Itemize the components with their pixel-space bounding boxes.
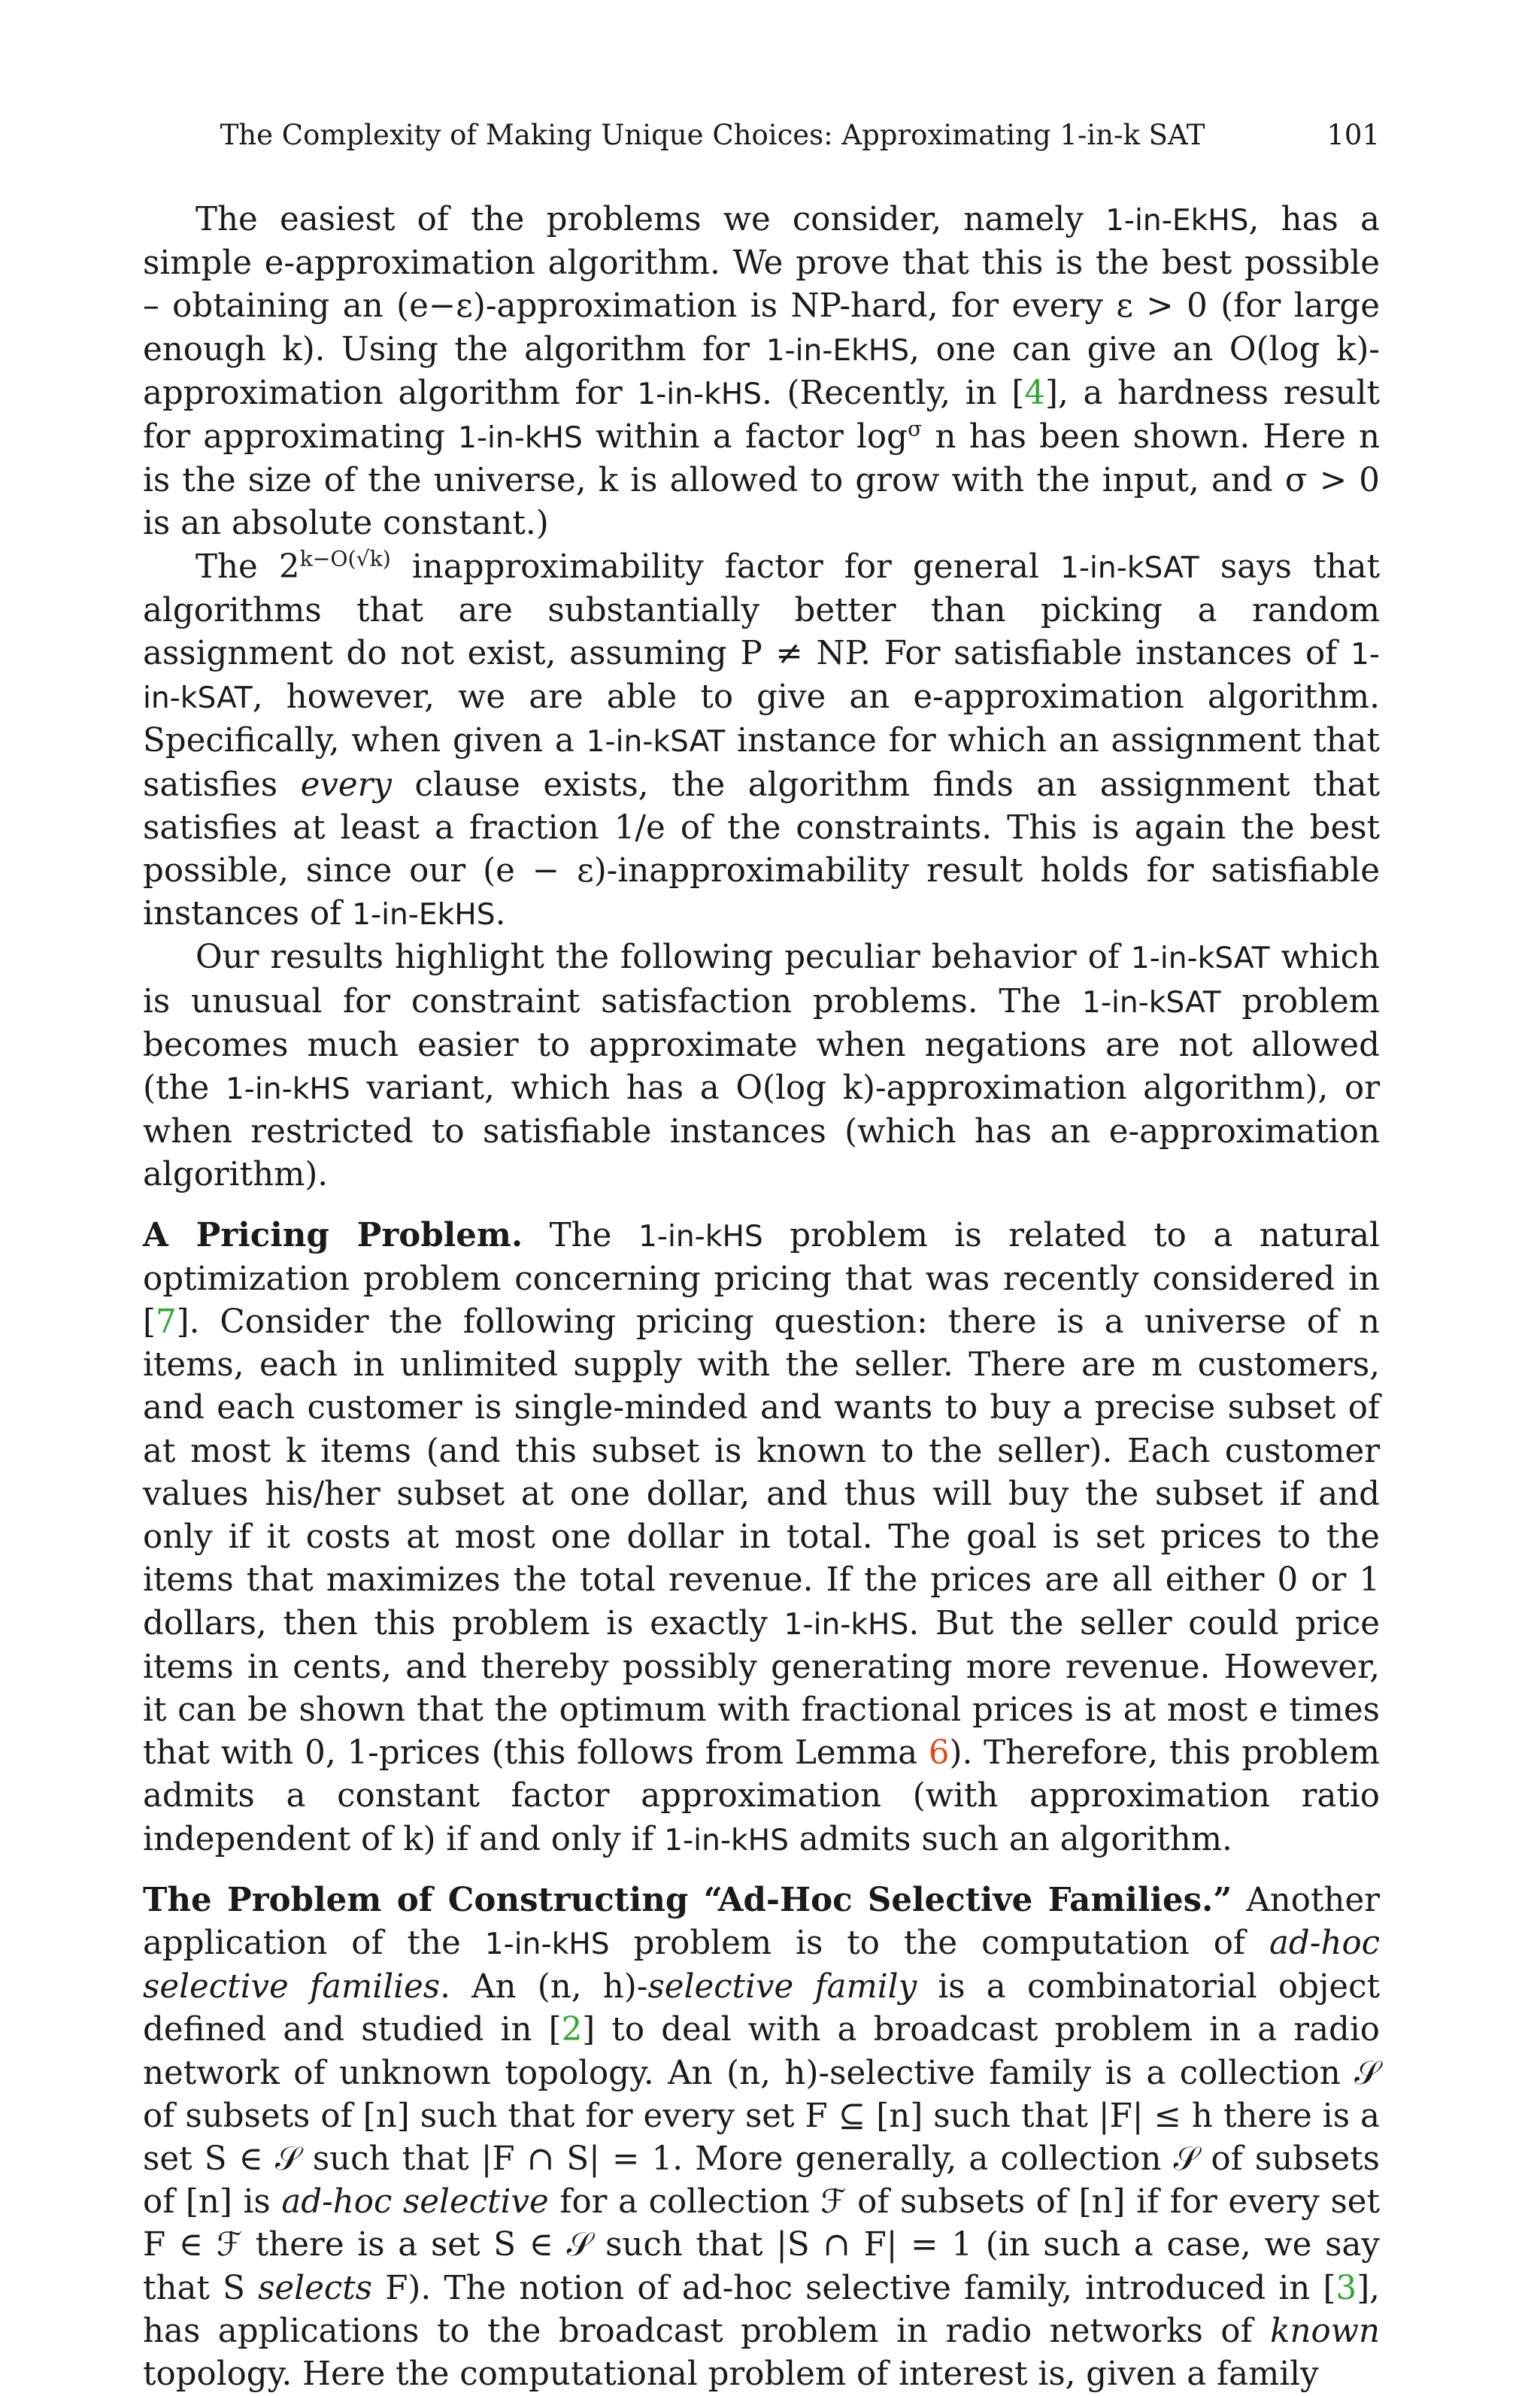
emphasis: known [1270,2312,1380,2350]
problem-name: 1-in-kHS [664,1823,789,1858]
emphasis: ad-hoc selective families [143,1924,1381,2006]
problem-name: 1-in-kHS [484,1927,610,1961]
citation-link[interactable]: 4 [1024,374,1046,412]
problem-name: 1-in-kSAT [1081,985,1221,1020]
text-run: problem becomes much easier to approximate when negations are not allowed (the [143,982,1380,1108]
run-in-heading: A Pricing Problem. [143,1215,523,1254]
run-in-heading: The Problem of Constructing “Ad-Hoc Selective Families.” [143,1880,1232,1919]
text-run: The 2 [196,547,300,586]
emphasis: selective family [647,1968,917,2006]
text-run: The [523,1216,638,1254]
problem-name: 1-in-EkHS [765,333,910,368]
text-run: . An (n, h)- [440,1968,648,2006]
text-run: ], a hardness result for approximating [143,374,1380,456]
paragraph [143,199,1380,546]
text-run: , one can give an O(log k)-approximation algorithm for [143,330,1380,412]
text-run: F). The notion of ad-hoc selective family, introduced in [ [372,2269,1336,2307]
text-run: Our results highlight the following peculiar behavior of [196,939,1131,977]
citation-link[interactable]: 2 [561,2011,583,2049]
superscript: σ [907,416,923,441]
text-run: n has been shown. Here n is the size of the universe, k is allowed to grow with the input, and σ > 0 is an absolute constant.) [143,418,1380,543]
text-run: admits such an algorithm. [788,1820,1232,1858]
body-text [143,199,1380,2396]
problem-name: 1-in-kSAT [1060,550,1199,585]
text-run: . [495,895,506,933]
text-run: topology. Here the computational problem of interest is, given a family [143,2355,1319,2393]
text-run: is a combinatorial object defined and studied in [ [143,1968,1380,2049]
citation-link[interactable]: 7 [155,1303,177,1342]
running-head [143,113,1380,158]
problem-name: 1-in-kHS [784,1607,909,1642]
problem-name: 1-in-kHS [638,1219,763,1254]
lemma-reference[interactable]: 6 [928,1734,950,1773]
problem-name: 1-in-kHS [637,377,762,411]
citation-link[interactable]: 3 [1335,2269,1357,2307]
text-run: variant, which has a O(log k)-approximation algorithm), or when restricted to satisfiable instances (which has an e-approximation algorithm). [143,1069,1380,1194]
text-run: , however, we are able to give an e-approximation algorithm. Specifically, when given a [143,678,1380,760]
problem-name: 1-in-EkHS [1105,204,1249,238]
text-run: . But the seller could price items in cents, and thereby possibly generating more revenue. However, it can be shown that the optimum with fractional prices is at most e times that with 0, 1-prices (this follows from Lemma [143,1604,1380,1773]
page-number: 101 [1326,119,1380,151]
text-run: within a factor log [582,418,908,456]
text-run: instance for which an assignment that satisfies [143,722,1380,804]
text-run: which is unusual for constraint satisfaction problems. The [143,939,1380,1021]
text-run: Another application of the [143,1881,1380,1962]
paragraph [143,546,1380,937]
text-run: ). Therefore, this problem admits a constant factor approximation (with approximation ratio independent of k) if and only if [143,1734,1380,1858]
page [143,113,1380,2396]
problem-name: 1-in-kSAT [1130,942,1270,976]
text-run: clause exists, the algorithm finds an assignment that satisfies at least a fraction 1/e of the constraints. This is again the best possible, since our (e − ε)-inapproximability result holds for satisfiable instances of [143,766,1380,933]
emphasis: every [300,766,393,804]
text-run: . (Recently, in [ [762,374,1025,412]
text-run: ] to deal with a broadcast problem in a radio network of unknown topology. An (n, h)-selective family is a collection 𝒮 of subsets of [n] such that for every set F ⊆ [n] such that |F| ≤ h there is a set S ∈ 𝒮 such that |F ∩ S| = 1. More generally, a collection 𝒮 of subsets of [n] is [143,2011,1380,2222]
emphasis: selects [258,2269,372,2307]
text-run: inapproximability factor for general [390,547,1061,586]
text-run: problem is related to a natural optimization problem concerning pricing that was recently considered in [ [143,1216,1380,1342]
text-run: , has a simple e-approximation algorithm. We prove that this is the best possible – obtaining an (e−ε)-approximation is NP-hard, for every ε > 0 (for large enough k). Using the algorithm for [143,201,1380,368]
paragraph [143,1214,1380,1862]
problem-name: 1-in-kSAT [143,638,1380,716]
text-run: says that algorithms that are substantially better than picking a random assignment do not exist, assuming P ≠ NP. For satisfiable instances of [143,547,1381,673]
problem-name: 1-in-kHS [458,421,583,456]
problem-name: 1-in-kSAT [586,725,726,760]
running-head-title: The Complexity of Making Unique Choices: Approximating 1-in-k SAT [220,119,1205,151]
problem-name: 1-in-EkHS [352,898,496,933]
emphasis: ad-hoc selective [281,2183,549,2222]
paragraph [143,1879,1380,2396]
problem-name: 1-in-kHS [225,1072,350,1107]
text-run: ]. Consider the following pricing question: there is a universe of n items, each in unlimited supply with the seller. There are m customers, and each customer is single-minded and wants to buy a precise subset of at most k items (and this subset is known to the seller). Each customer values his/her subset at one dollar, and thus will buy the subset if and only if it costs at most one dollar in total. The goal is set prices to the items that maximizes the total revenue. If the prices are all either 0 or 1 dollars, then this problem is exactly [143,1303,1380,1642]
text-run: problem is to the computation of [609,1924,1269,1962]
superscript: k−O(√k) [299,546,391,572]
text-run: for a collection ℱ of subsets of [n] if for every set F ∈ ℱ there is a set S ∈ 𝒮 such that |S ∩ F| = 1 (in such a case, we say that S [143,2183,1381,2307]
paragraph [143,936,1380,1196]
text-run: The easiest of the problems we consider, namely [196,201,1106,238]
text-run: ], has applications to the broadcast problem in radio networks of [143,2269,1380,2350]
